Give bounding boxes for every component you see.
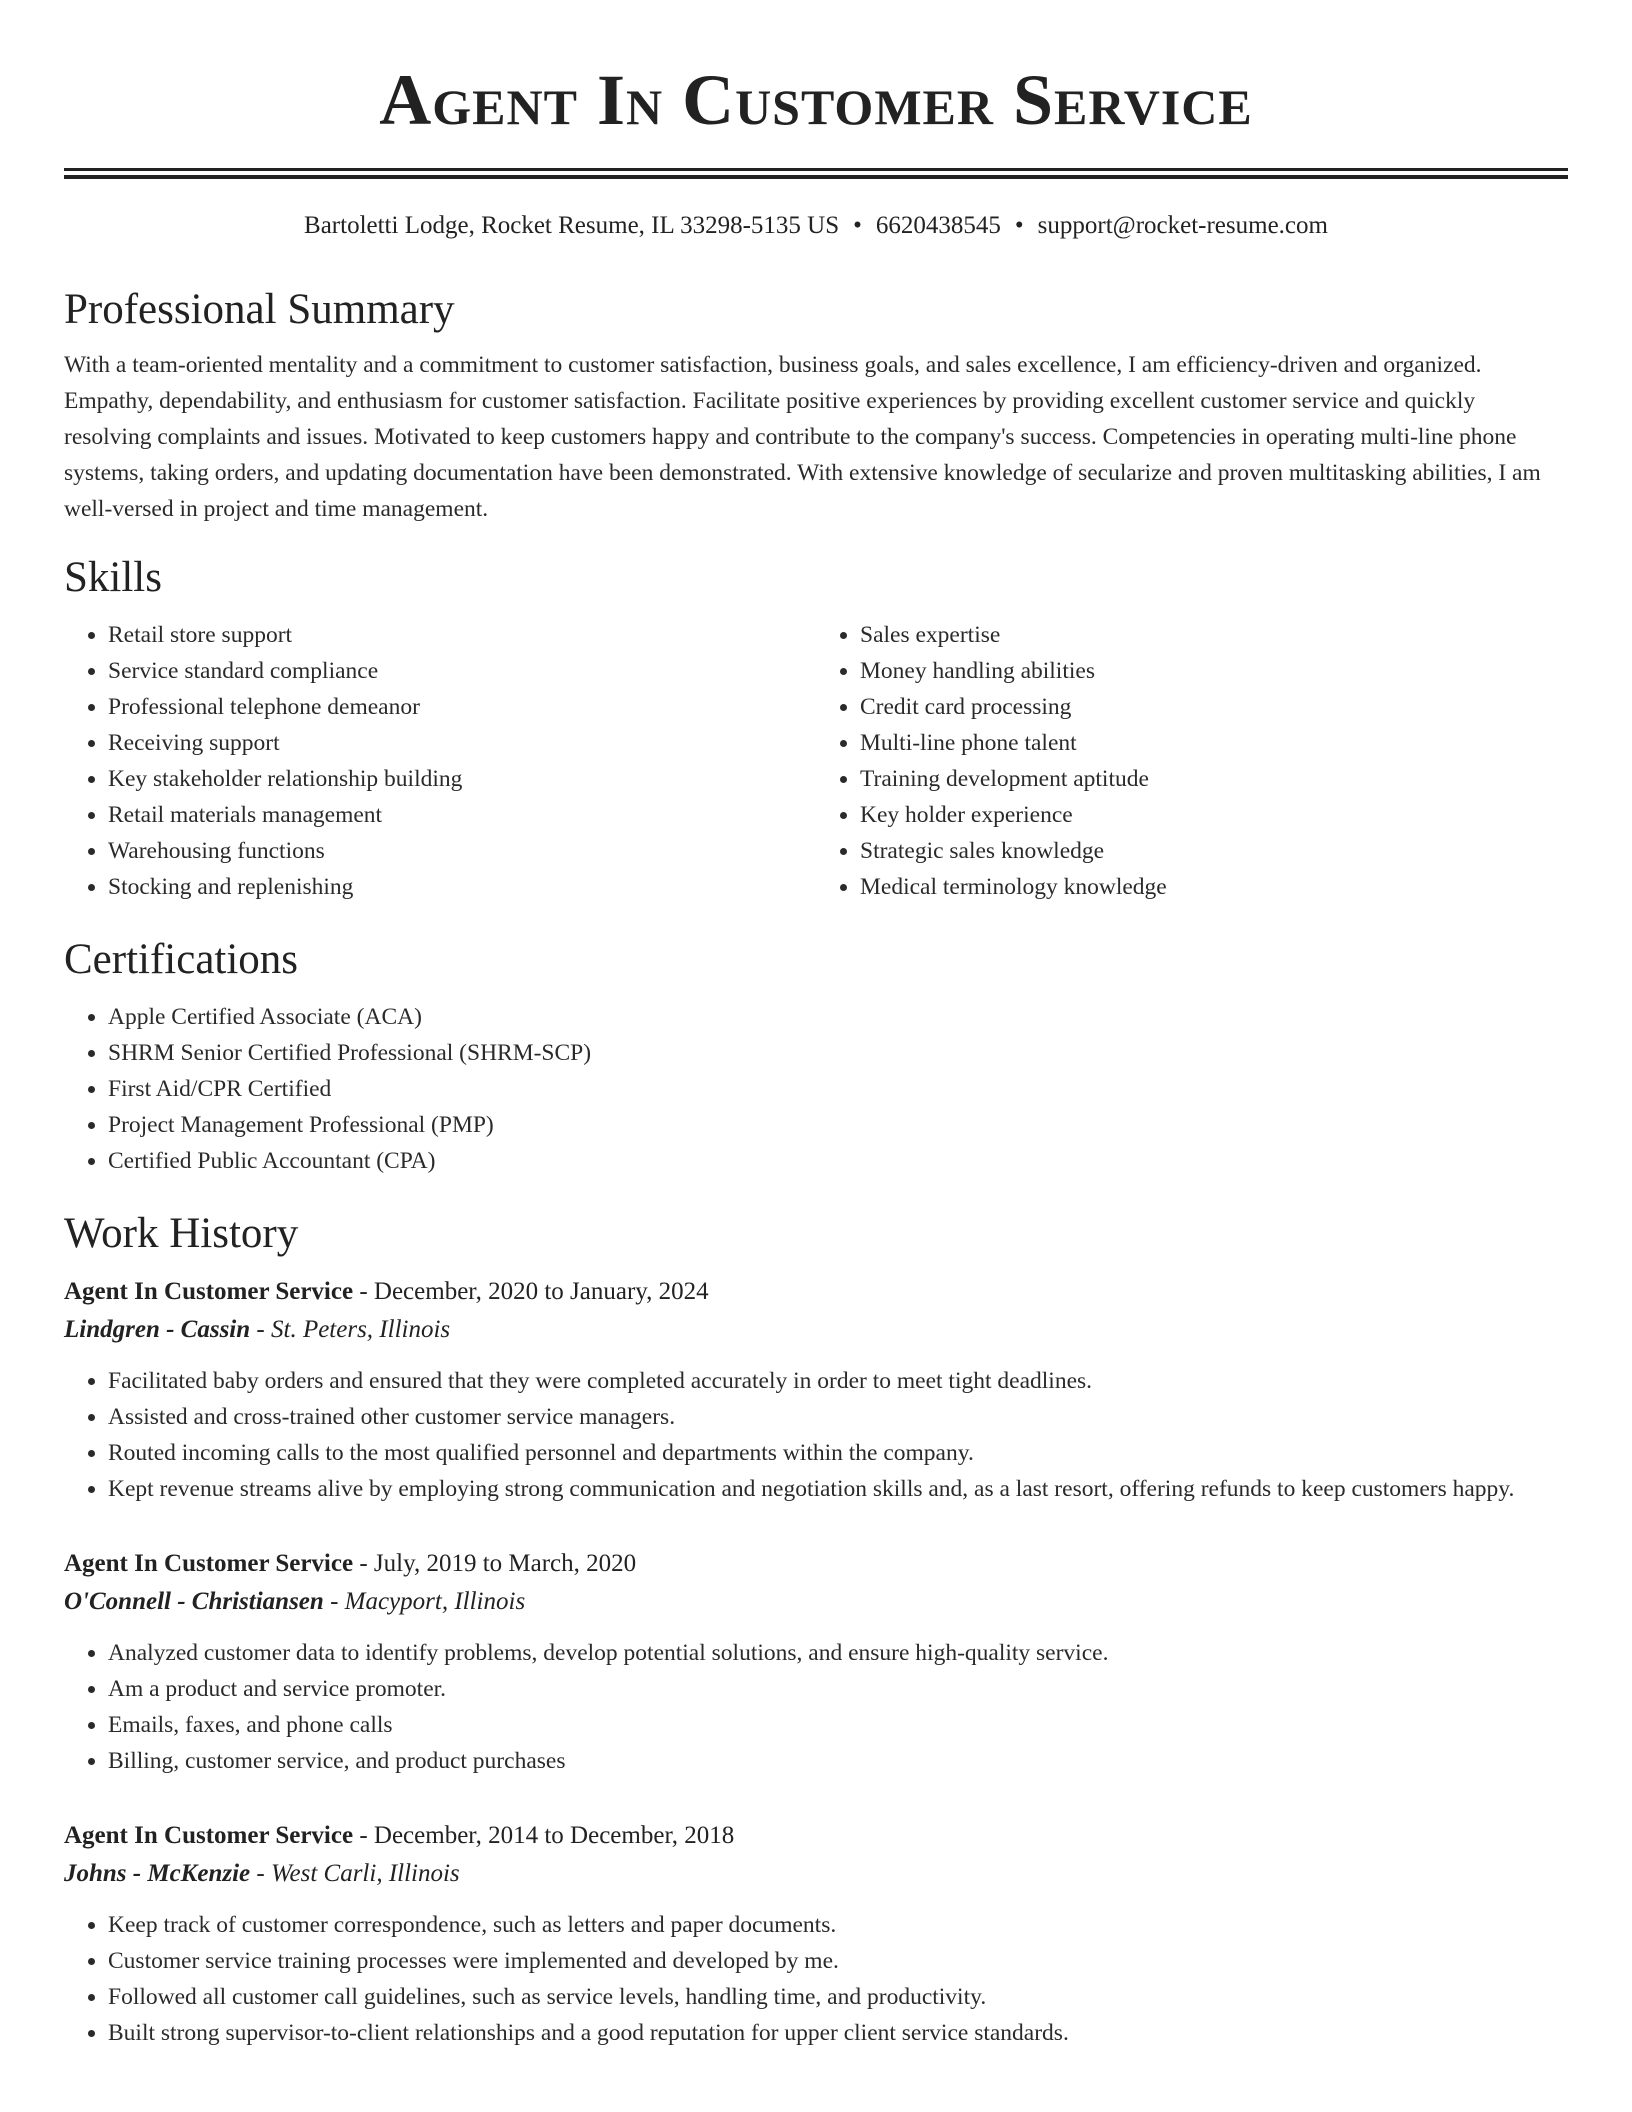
job-role: Agent In Customer Service xyxy=(64,1278,354,1305)
job-bullet: • Facilitated baby orders and ensured that they were completed accurately in order to meet tight deadlines. xyxy=(108,1363,1568,1399)
job-company-line xyxy=(64,1311,1568,1349)
job-entry xyxy=(64,1817,1568,2051)
job-location: - St. Peters, Illinois xyxy=(256,1316,451,1343)
contact-line xyxy=(64,211,1568,241)
skill-item: • Training development aptitude xyxy=(860,761,1568,797)
job-role: Agent In Customer Service xyxy=(64,1822,354,1849)
job-bullet: • Emails, faxes, and phone calls xyxy=(108,1707,1568,1743)
skill-item: • Service standard compliance xyxy=(108,653,816,689)
job-company: Lindgren - Cassin xyxy=(64,1316,251,1343)
job-role: Agent In Customer Service xyxy=(64,1550,354,1577)
skill-item: • Money handling abilities xyxy=(860,653,1568,689)
job-bullets xyxy=(64,1907,1568,2051)
job-company: O'Connell - Christiansen xyxy=(64,1588,324,1615)
job-entry xyxy=(64,1273,1568,1507)
certification-item: • Project Management Professional (PMP) xyxy=(108,1107,1568,1143)
job-title-line xyxy=(64,1545,1568,1583)
job-bullet: • Keep track of customer correspondence, such as letters and paper documents. xyxy=(108,1907,1568,1943)
summary-text: With a team-oriented mentality and a commitment to customer satisfaction, business goals, and sales excellence, I am efficiency-driven and organized. Empathy, dependability, and enthusiasm for customer satisfaction. Facilitate positive experiences by providing excellent customer service and quickly resolving complaints and issues. Motivated to keep customers happy and contribute to the company's success. Competencies in operating multi-line phone systems, taking orders, and updating documentation have been demonstrated. With extensive knowledge of secularize and proven multitasking abilities, I am well-versed in project and time management. xyxy=(64,352,1541,522)
contact-separator: • xyxy=(1014,212,1024,239)
skills-list-right xyxy=(816,617,1568,905)
job-dates: - December, 2020 to January, 2024 xyxy=(359,1278,709,1305)
contact-address: Bartoletti Lodge, Rocket Resume, IL 33298-5135 US xyxy=(304,212,840,239)
skill-item: • Key stakeholder relationship building xyxy=(108,761,816,797)
title-double-rule xyxy=(64,168,1568,179)
resume-title: Agent In Customer Service xyxy=(379,60,1253,140)
job-bullet: • Built strong supervisor-to-client relationships and a good reputation for upper client service standards. xyxy=(108,2015,1568,2051)
job-dates: - July, 2019 to March, 2020 xyxy=(359,1550,637,1577)
job-title-line xyxy=(64,1817,1568,1855)
job-entry xyxy=(64,1545,1568,1779)
skill-item: • Retail materials management xyxy=(108,797,816,833)
job-bullet: • Billing, customer service, and product purchases xyxy=(108,1743,1568,1779)
skills-column-right xyxy=(816,617,1568,905)
job-company: Johns - McKenzie xyxy=(64,1860,251,1887)
skill-item: • Credit card processing xyxy=(860,689,1568,725)
job-company-line xyxy=(64,1583,1568,1621)
job-bullets xyxy=(64,1363,1568,1507)
work-history-heading: Work History xyxy=(64,1210,299,1257)
summary-heading: Professional Summary xyxy=(64,286,455,333)
job-bullet: • Am a product and service promoter. xyxy=(108,1671,1568,1707)
job-bullets xyxy=(64,1635,1568,1779)
skill-item: • Warehousing functions xyxy=(108,833,816,869)
skill-item: • Professional telephone demeanor xyxy=(108,689,816,725)
skills-list-left xyxy=(64,617,816,905)
certification-item: • Certified Public Accountant (CPA) xyxy=(108,1143,1568,1179)
skill-item: • Key holder experience xyxy=(860,797,1568,833)
certification-item: • First Aid/CPR Certified xyxy=(108,1071,1568,1107)
job-dates: - December, 2014 to December, 2018 xyxy=(359,1822,735,1849)
job-location: - West Carli, Illinois xyxy=(256,1860,460,1887)
job-location: - Macyport, Illinois xyxy=(330,1588,526,1615)
skills-grid xyxy=(64,617,1568,905)
job-bullet: • Assisted and cross-trained other customer service managers. xyxy=(108,1399,1568,1435)
job-bullet: • Kept revenue streams alive by employing strong communication and negotiation skills and, as a last resort, offering refunds to keep customers happy. xyxy=(108,1471,1568,1507)
certification-item: • SHRM Senior Certified Professional (SHRM-SCP) xyxy=(108,1035,1568,1071)
job-title-line xyxy=(64,1273,1568,1311)
job-bullet: • Followed all customer call guidelines, such as service levels, handling time, and productivity. xyxy=(108,1979,1568,2015)
skill-item: • Receiving support xyxy=(108,725,816,761)
skill-item: • Medical terminology knowledge xyxy=(860,869,1568,905)
skills-column-left xyxy=(64,617,816,905)
skill-item: • Strategic sales knowledge xyxy=(860,833,1568,869)
skill-item: • Sales expertise xyxy=(860,617,1568,653)
job-bullet: • Analyzed customer data to identify problems, develop potential solutions, and ensure high-quality service. xyxy=(108,1635,1568,1671)
certifications-list xyxy=(64,999,1568,1179)
certifications-heading: Certifications xyxy=(64,936,299,983)
contact-separator: • xyxy=(853,212,862,239)
skill-item: • Retail store support xyxy=(108,617,816,653)
skill-item: • Stocking and replenishing xyxy=(108,869,816,905)
contact-email: support@rocket-resume.com xyxy=(1037,212,1328,239)
certification-item: • Apple Certified Associate (ACA) xyxy=(108,999,1568,1035)
contact-phone: 6620438545 xyxy=(875,212,1001,239)
skills-heading: Skills xyxy=(64,554,162,601)
job-company-line xyxy=(64,1855,1568,1893)
skill-item: • Multi-line phone talent xyxy=(860,725,1568,761)
job-bullet: • Customer service training processes were implemented and developed by me. xyxy=(108,1943,1568,1979)
job-bullet: • Routed incoming calls to the most qualified personnel and departments within the company. xyxy=(108,1435,1568,1471)
